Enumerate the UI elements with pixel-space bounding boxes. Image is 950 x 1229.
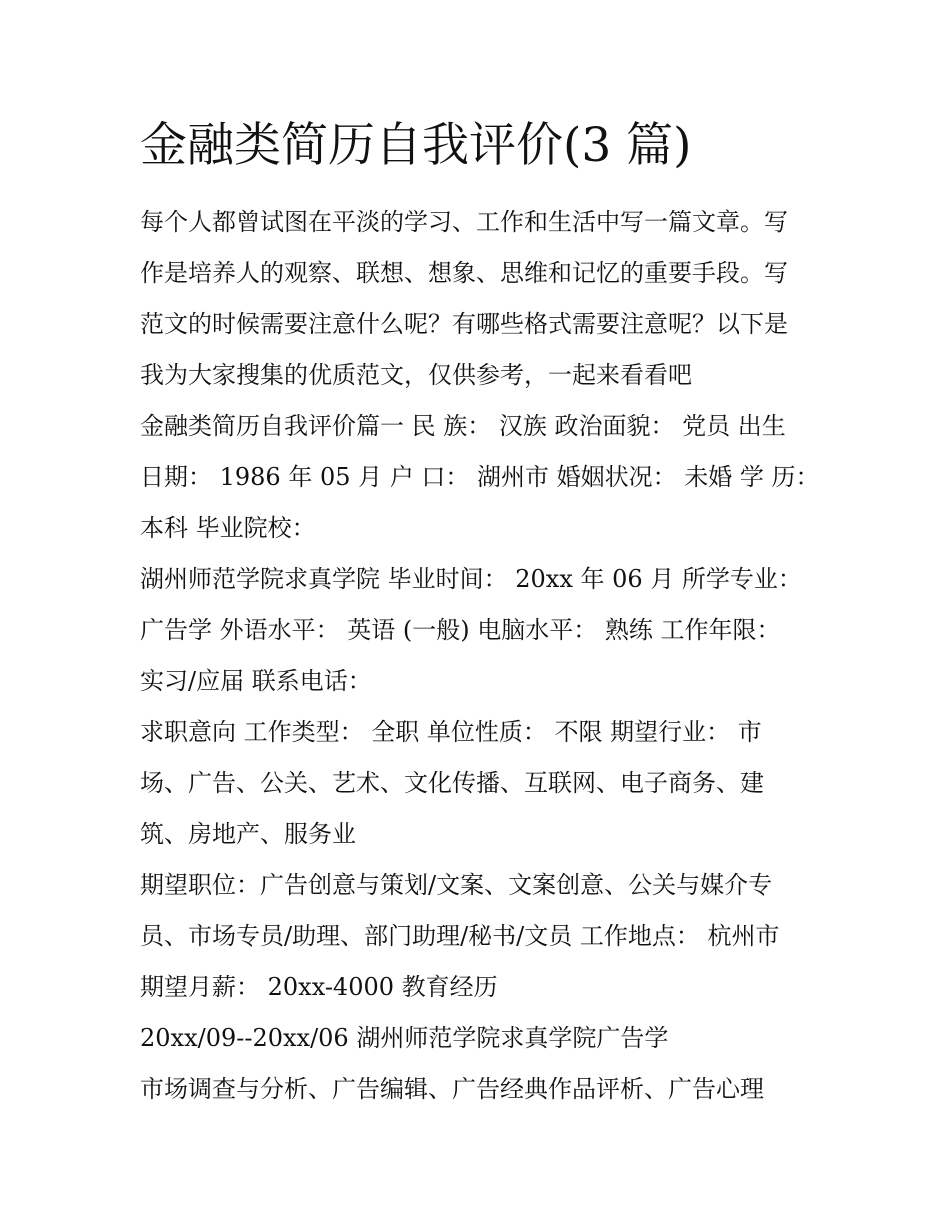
body-line: 我为大家搜集的优质范文，仅供参考，一起来看看吧 [140,361,692,389]
body-line: 求职意向 工作类型： 全职 单位性质： 不限 期望行业： 市 [140,718,762,746]
body-line: 作是培养人的观察、联想、想象、思维和记忆的重要手段。写 [140,259,788,287]
body-line: 筑、房地产、服务业 [140,820,356,848]
body-line: 员、市场专员/助理、部门助理/秘书/文员 工作地点： 杭州市 [140,922,780,950]
body-line: 湖州师范学院求真学院 毕业时间： 20xx 年 06 月 所学专业： [140,565,802,593]
body-line: 广告学 外语水平： 英语 (一般) 电脑水平： 熟练 工作年限： [140,616,781,644]
body-line: 场、广告、公关、艺术、文化传播、互联网、电子商务、建 [140,769,764,797]
body-line: 实习/应届 联系电话： [140,667,372,695]
body-line: 本科 毕业院校： [140,514,316,542]
body-line: 范文的时候需要注意什么呢？有哪些格式需要注意呢？以下是 [140,310,788,338]
body-line: 市场调查与分析、广告编辑、广告经典作品评析、广告心理 [140,1075,764,1103]
body-line: 20xx/09--20xx/06 湖州师范学院求真学院广告学 [140,1024,669,1052]
body-line: 金融类简历自我评价篇一 民 族： 汉族 政治面貌： 党员 出生 [140,412,786,440]
body-line: 每个人都曾试图在平淡的学习、工作和生活中写一篇文章。写 [140,208,788,236]
document-title: 金融类简历自我评价(3 篇) [140,118,692,173]
body-line: 日期： 1986 年 05 月 户 口： 湖州市 婚姻状况： 未婚 学 历： [140,463,820,491]
body-line: 期望月薪： 20xx-4000 教育经历 [140,973,498,1001]
body-line: 期望职位：广告创意与策划/文案、文案创意、公关与媒介专 [140,871,773,899]
